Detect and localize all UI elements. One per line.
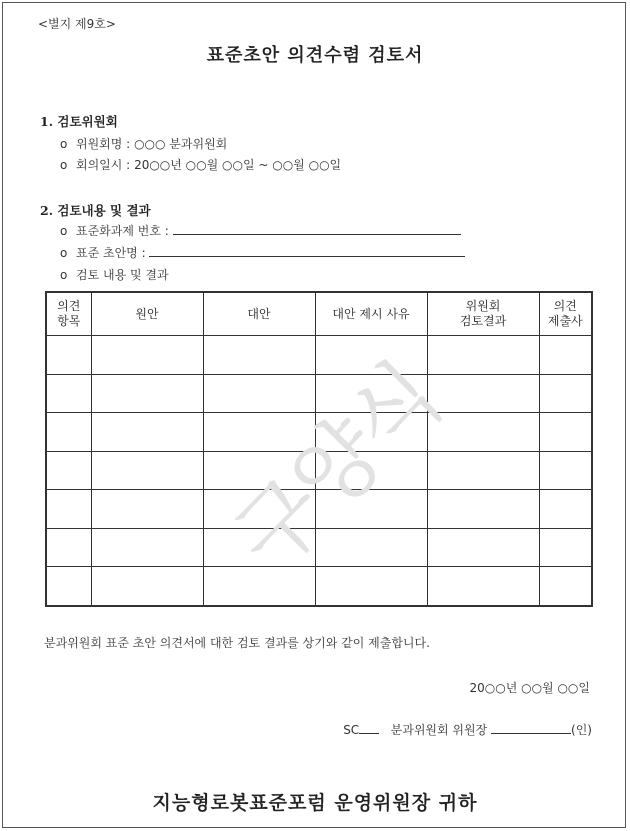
table-cell[interactable] <box>91 374 203 413</box>
table-cell[interactable] <box>203 336 315 375</box>
table-cell[interactable] <box>91 528 203 567</box>
bullet: o <box>60 224 68 238</box>
section-1-heading: 1. 검토위원회 <box>40 114 118 129</box>
table-cell[interactable] <box>315 528 427 567</box>
draft-name-label: 표준 초안명 : <box>76 246 146 260</box>
chair-role: 분과위원회 위원장 <box>390 723 488 737</box>
draft-name-line <box>60 244 465 261</box>
table-cell[interactable] <box>427 451 539 490</box>
signature-line <box>343 721 592 738</box>
table-cell[interactable] <box>203 413 315 452</box>
table-cell[interactable] <box>427 413 539 452</box>
table-row <box>46 490 592 529</box>
draft-name-field[interactable] <box>149 246 465 257</box>
table-cell[interactable] <box>539 336 592 375</box>
header-alternative <box>203 292 315 336</box>
sc-prefix: SC <box>343 723 360 737</box>
table-cell[interactable] <box>203 528 315 567</box>
header-reason <box>315 292 427 336</box>
table-row <box>46 413 592 452</box>
section-2-heading: 2. 검토내용 및 결과 <box>40 203 151 218</box>
table-cell[interactable] <box>315 567 427 606</box>
table-cell[interactable] <box>46 336 91 375</box>
table-cell[interactable] <box>315 490 427 529</box>
table-cell[interactable] <box>315 336 427 375</box>
table-cell[interactable] <box>539 567 592 606</box>
bullet: o <box>60 137 68 151</box>
table-cell[interactable] <box>91 490 203 529</box>
header-submitter <box>539 292 592 336</box>
table-cell[interactable] <box>46 413 91 452</box>
table-header-row <box>46 292 592 336</box>
review-result-line <box>60 266 169 283</box>
table-cell[interactable] <box>203 490 315 529</box>
table-body <box>46 336 592 606</box>
table-cell[interactable] <box>539 451 592 490</box>
seal-mark: (인) <box>571 723 592 737</box>
bullet: o <box>60 246 68 260</box>
table-row <box>46 567 592 606</box>
table-cell[interactable] <box>539 413 592 452</box>
table-cell[interactable] <box>315 451 427 490</box>
table-cell[interactable] <box>203 567 315 606</box>
header-text: 대안 제시 사유 <box>332 306 410 321</box>
committee-name-line <box>60 135 227 152</box>
submission-date: 20○○년 ○○월 ○○일 <box>469 681 590 695</box>
meeting-date-line <box>60 156 341 173</box>
header-text: 대안 <box>247 306 271 321</box>
table-cell[interactable] <box>427 567 539 606</box>
table-cell[interactable] <box>315 374 427 413</box>
table-cell[interactable] <box>46 567 91 606</box>
bullet: o <box>60 268 68 282</box>
table-row <box>46 528 592 567</box>
table-cell[interactable] <box>427 336 539 375</box>
table-cell[interactable] <box>315 413 427 452</box>
document-title: 표준초안 의견수렴 검토서 <box>206 45 424 66</box>
meeting-date-value: 20○○년 ○○월 ○○일 ~ ○○월 ○○일 <box>134 158 342 172</box>
table-cell[interactable] <box>203 451 315 490</box>
header-committee-result <box>427 292 539 336</box>
chair-name-field[interactable] <box>491 723 571 734</box>
task-number-field[interactable] <box>173 224 461 235</box>
table-row <box>46 451 592 490</box>
table-row <box>46 374 592 413</box>
addressee: 지능형로봇표준포럼 운영위원장 귀하 <box>152 792 478 814</box>
table-cell[interactable] <box>91 567 203 606</box>
submission-statement: 분과위원회 표준 초안 의견서에 대한 검토 결과를 상기와 같이 제출합니다. <box>44 636 430 650</box>
meeting-date-label: 회의일시 : <box>76 158 131 172</box>
header-opinion-item <box>46 292 91 336</box>
table-cell[interactable] <box>91 336 203 375</box>
table-cell[interactable] <box>46 374 91 413</box>
header-text: 의견 제출사 <box>547 299 583 328</box>
header-original <box>91 292 203 336</box>
form-number: <별지 제9호> <box>38 17 116 31</box>
table-cell[interactable] <box>46 451 91 490</box>
table-cell[interactable] <box>539 490 592 529</box>
task-number-label: 표준화과제 번호 : <box>76 224 169 238</box>
table-cell[interactable] <box>91 451 203 490</box>
watermark: 구양식 <box>213 345 459 590</box>
table-cell[interactable] <box>427 374 539 413</box>
header-text: 위원회 검토결과 <box>459 299 507 328</box>
table-cell[interactable] <box>427 528 539 567</box>
table-cell[interactable] <box>539 374 592 413</box>
review-table <box>45 291 593 607</box>
header-text: 원안 <box>135 306 159 321</box>
table-row <box>46 336 592 375</box>
header-text: 의견 항목 <box>57 299 81 328</box>
table-cell[interactable] <box>539 528 592 567</box>
table-cell[interactable] <box>91 413 203 452</box>
table-cell[interactable] <box>427 490 539 529</box>
review-result-label: 검토 내용 및 결과 <box>76 268 169 282</box>
committee-name-value: ○○○ 분과위원회 <box>134 137 228 151</box>
committee-name-label: 위원회명 : <box>76 137 131 151</box>
table-cell[interactable] <box>203 374 315 413</box>
bullet: o <box>60 158 68 172</box>
task-number-line <box>60 222 461 239</box>
table-cell[interactable] <box>46 528 91 567</box>
sc-number-field[interactable] <box>359 723 379 734</box>
table-cell[interactable] <box>46 490 91 529</box>
